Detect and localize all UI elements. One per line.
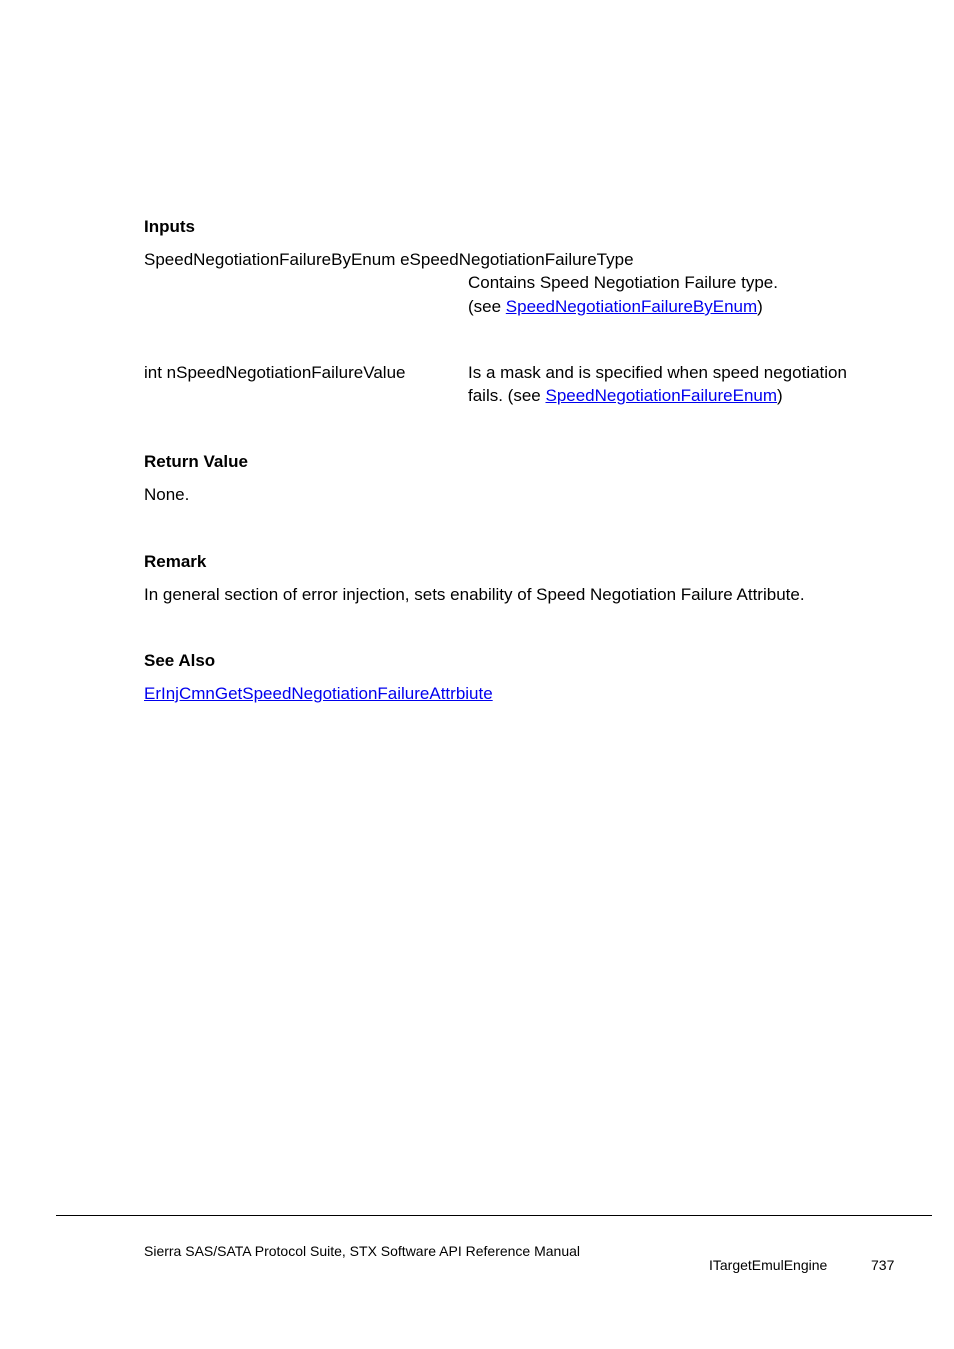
remark-heading: Remark <box>144 552 207 571</box>
return-value-heading: Return Value <box>144 452 248 471</box>
param2-see-line <box>468 384 783 407</box>
param1-description: Contains Speed Negotiation Failure type. <box>468 273 778 292</box>
speed-negotiation-failure-enum-link[interactable]: SpeedNegotiationFailureEnum <box>545 386 778 405</box>
param1-signature: SpeedNegotiationFailureByEnum eSpeedNegotiationFailureType <box>144 250 634 269</box>
see-also-line <box>144 682 493 705</box>
param2-description-line1: Is a mask and is specified when speed negotiation <box>468 363 847 382</box>
inputs-heading: Inputs <box>144 217 195 236</box>
speed-negotiation-failure-by-enum-link[interactable]: SpeedNegotiationFailureByEnum <box>505 297 758 316</box>
param1-see-prefix: (see <box>468 297 506 316</box>
param2-signature: int nSpeedNegotiationFailureValue <box>144 363 406 382</box>
return-value-text: None. <box>144 485 190 504</box>
footer-divider <box>56 1215 932 1216</box>
param2-see-prefix: fails. (see <box>468 386 546 405</box>
see-also-heading: See Also <box>144 651 216 670</box>
param2-see-suffix: ) <box>777 386 783 405</box>
footer-page-number: 737 <box>871 1257 895 1273</box>
footer-section-name: ITargetEmulEngine <box>709 1257 828 1273</box>
remark-text: In general section of error injection, sets enability of Speed Negotiation Failure Attribute. <box>144 585 805 604</box>
param1-see-line <box>468 295 763 318</box>
erinj-get-speed-negotiation-failure-attribute-link[interactable]: ErInjCmnGetSpeedNegotiationFailureAttrbiute <box>144 684 493 703</box>
footer-manual-title: Sierra SAS/SATA Protocol Suite, STX Software API Reference Manual <box>144 1243 581 1259</box>
param1-see-suffix: ) <box>757 297 763 316</box>
